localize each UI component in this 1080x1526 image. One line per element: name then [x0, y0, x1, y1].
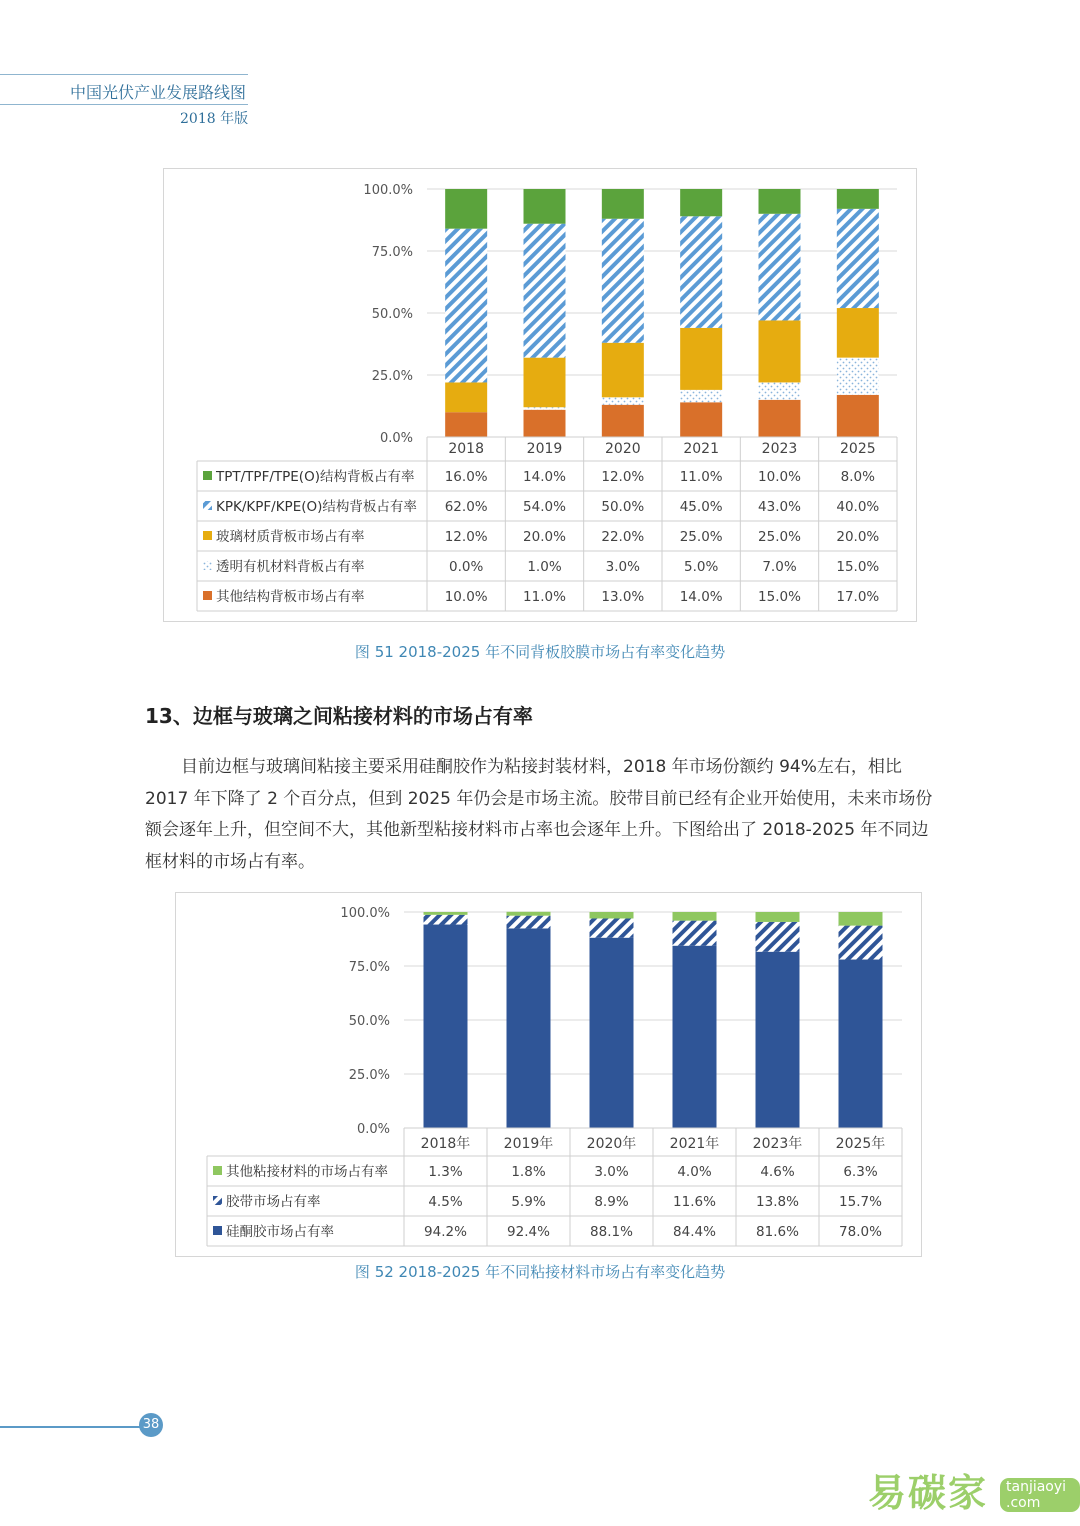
body-paragraph-text: 目前边框与玻璃间粘接主要采用硅酮胶作为粘接封装材料，2018 年市场份额约 94%左右，相比 2017 年下降了 2 个百分点，但到 2025 年仍会是市场主流。胶带目前已经有企业开始使用，未来市场份额会逐年上升，但空间不大，其他新型粘接材料市占率也会逐年上升。下图给出了 2018-2025 年不同边框材料的市场占有率。 [145, 757, 933, 872]
table-value: 10.0% [444, 589, 488, 605]
y-tick-label: 100.0% [340, 906, 390, 921]
y-tick-label: 0.0% [379, 431, 413, 446]
category-label: 2019年 [503, 1136, 554, 1152]
legend-swatch [203, 501, 212, 510]
table-value: 92.4% [507, 1224, 550, 1240]
figure-52-frame [175, 892, 922, 1257]
bar-segment [680, 216, 722, 328]
bar-segment [759, 189, 801, 214]
figure-52-caption: 图 52 2018-2025 年不同粘接材料市场占有率变化趋势 [354, 1263, 726, 1281]
y-tick-label: 50.0% [348, 1014, 390, 1029]
category-label: 2018 [448, 441, 484, 457]
bar-segment [424, 925, 468, 1128]
table-value: 25.0% [679, 529, 723, 545]
watermark-logo: 易碳家 [868, 1471, 989, 1515]
table-value: 20.0% [523, 529, 566, 545]
running-header-edition: 2018 年版 [180, 111, 249, 127]
bar-segment [673, 946, 717, 1128]
table-value: 94.2% [424, 1224, 467, 1240]
bar-segment [759, 400, 801, 437]
figure-52-chart [176, 893, 921, 1256]
category-label: 2023年 [752, 1136, 803, 1152]
legend-label: 玻璃材质背板市场占有率 [216, 529, 365, 545]
table-value: 17.0% [836, 589, 880, 605]
y-tick-label: 75.0% [348, 960, 390, 975]
legend-swatch [213, 1196, 222, 1205]
table-value: 14.0% [523, 469, 566, 485]
table-value: 20.0% [836, 529, 880, 545]
bar-segment [524, 358, 566, 408]
legend-label: KPK/KPF/KPE(O)结构背板占有率 [216, 499, 417, 515]
y-tick-label: 25.0% [348, 1068, 390, 1083]
table-value: 3.0% [605, 559, 640, 575]
table-value: 3.0% [594, 1164, 629, 1180]
bar-segment [759, 382, 801, 399]
bar-segment [837, 308, 879, 358]
table-value: 40.0% [836, 499, 880, 515]
category-label: 2020年 [586, 1136, 637, 1152]
bar-segment [680, 189, 722, 216]
bar-segment [839, 912, 883, 926]
legend-label: 胶带市场占有率 [226, 1194, 321, 1210]
table-value: 11.0% [679, 469, 723, 485]
bar-segment [837, 395, 879, 437]
table-value: 1.0% [527, 559, 562, 575]
bar-segment [602, 219, 644, 343]
category-label: 2021 [683, 441, 719, 457]
section-heading: 13、边框与玻璃之间粘接材料的市场占有率 [145, 704, 533, 728]
table-value: 54.0% [523, 499, 566, 515]
table-value: 5.9% [511, 1194, 546, 1210]
table-value: 12.0% [601, 469, 645, 485]
table-value: 16.0% [444, 469, 488, 485]
bar-segment [424, 915, 468, 925]
legend-label: 透明有机材料背板占有率 [216, 559, 365, 575]
table-value: 12.0% [444, 529, 488, 545]
table-value: 5.0% [684, 559, 719, 575]
legend-swatch [203, 591, 212, 600]
table-value: 7.0% [762, 559, 797, 575]
bar-segment [756, 912, 800, 922]
bar-segment [507, 916, 551, 929]
table-value: 15.7% [839, 1194, 882, 1210]
running-header-title: 中国光伏产业发展路线图 [70, 83, 247, 102]
legend-swatch [203, 471, 212, 480]
figure-51-caption: 图 51 2018-2025 年不同背板胶膜市场占有率变化趋势 [354, 643, 726, 661]
table-value: 15.0% [758, 589, 801, 605]
footer-rule [0, 1426, 140, 1428]
bar-segment [602, 343, 644, 398]
table-value: 15.0% [836, 559, 880, 575]
bar-segment [445, 412, 487, 437]
bar-segment [524, 410, 566, 437]
table-value: 4.0% [677, 1164, 712, 1180]
category-label: 2018年 [420, 1136, 471, 1152]
bar-segment [524, 189, 566, 224]
bar-segment [590, 918, 634, 937]
category-label: 2019 [526, 441, 563, 457]
bar-segment [759, 214, 801, 321]
bar-segment [602, 189, 644, 219]
table-value: 8.0% [840, 469, 875, 485]
table-value: 0.0% [449, 559, 484, 575]
y-tick-label: 0.0% [356, 1122, 390, 1137]
category-label: 2025年 [835, 1136, 886, 1152]
table-value: 62.0% [444, 499, 488, 515]
table-value: 10.0% [758, 469, 801, 485]
category-label: 2025 [840, 441, 876, 457]
category-label: 2020 [605, 441, 641, 457]
bar-segment [839, 960, 883, 1128]
table-value: 11.0% [523, 589, 566, 605]
bar-segment [445, 382, 487, 412]
bar-segment [602, 397, 644, 404]
table-value: 4.6% [760, 1164, 795, 1180]
table-value: 25.0% [758, 529, 801, 545]
table-value: 13.8% [756, 1194, 799, 1210]
figure-51-chart [164, 169, 916, 621]
bar-segment [445, 189, 487, 229]
watermark-domain: tanjiaoyi .com [1000, 1478, 1080, 1512]
table-value: 43.0% [758, 499, 801, 515]
table-value: 81.6% [756, 1224, 799, 1240]
bar-segment [424, 912, 468, 915]
category-label: 2023 [761, 441, 798, 457]
page-number: 38 [139, 1413, 163, 1437]
legend-label: 其他结构背板市场占有率 [216, 589, 365, 605]
legend-swatch [203, 531, 212, 540]
bar-segment [673, 912, 717, 921]
bar-segment [756, 922, 800, 952]
table-value: 84.4% [673, 1224, 716, 1240]
bar-segment [680, 402, 722, 437]
legend-label: 硅酮胶市场占有率 [226, 1224, 334, 1240]
category-label: 2021年 [669, 1136, 720, 1152]
bar-segment [759, 320, 801, 382]
bar-segment [590, 912, 634, 918]
legend-label: 其他粘接材料的市场占有率 [226, 1164, 388, 1180]
bar-segment [756, 952, 800, 1128]
bar-segment [524, 407, 566, 409]
bar-segment [837, 189, 879, 209]
y-tick-label: 75.0% [371, 245, 413, 260]
table-value: 14.0% [679, 589, 723, 605]
figure-51-frame [163, 168, 917, 622]
legend-swatch [213, 1226, 222, 1235]
bar-segment [507, 912, 551, 916]
legend-label: TPT/TPF/TPE(O)结构背板占有率 [216, 469, 415, 485]
header-rule-top [0, 74, 248, 75]
legend-swatch [213, 1166, 222, 1175]
table-value: 1.3% [428, 1164, 463, 1180]
y-tick-label: 50.0% [371, 307, 413, 322]
table-value: 22.0% [601, 529, 645, 545]
bar-segment [680, 390, 722, 402]
bar-segment [837, 358, 879, 395]
table-value: 4.5% [428, 1194, 463, 1210]
bar-segment [590, 938, 634, 1128]
table-value: 13.0% [601, 589, 645, 605]
table-value: 45.0% [679, 499, 723, 515]
table-value: 88.1% [590, 1224, 633, 1240]
bar-segment [602, 405, 644, 437]
table-value: 8.9% [594, 1194, 629, 1210]
bar-segment [524, 224, 566, 358]
header-rule-bottom [0, 104, 248, 105]
table-value: 1.8% [511, 1164, 546, 1180]
y-tick-label: 100.0% [363, 183, 413, 198]
table-value: 78.0% [839, 1224, 882, 1240]
y-tick-label: 25.0% [371, 369, 413, 384]
bar-segment [839, 926, 883, 960]
bar-segment [673, 921, 717, 946]
body-paragraph [145, 752, 935, 878]
bar-segment [507, 928, 551, 1128]
bar-segment [837, 209, 879, 308]
legend-swatch [203, 561, 212, 570]
table-value: 6.3% [843, 1164, 878, 1180]
table-value: 11.6% [673, 1194, 716, 1210]
bar-segment [445, 229, 487, 383]
bar-segment [680, 328, 722, 390]
table-value: 50.0% [601, 499, 645, 515]
